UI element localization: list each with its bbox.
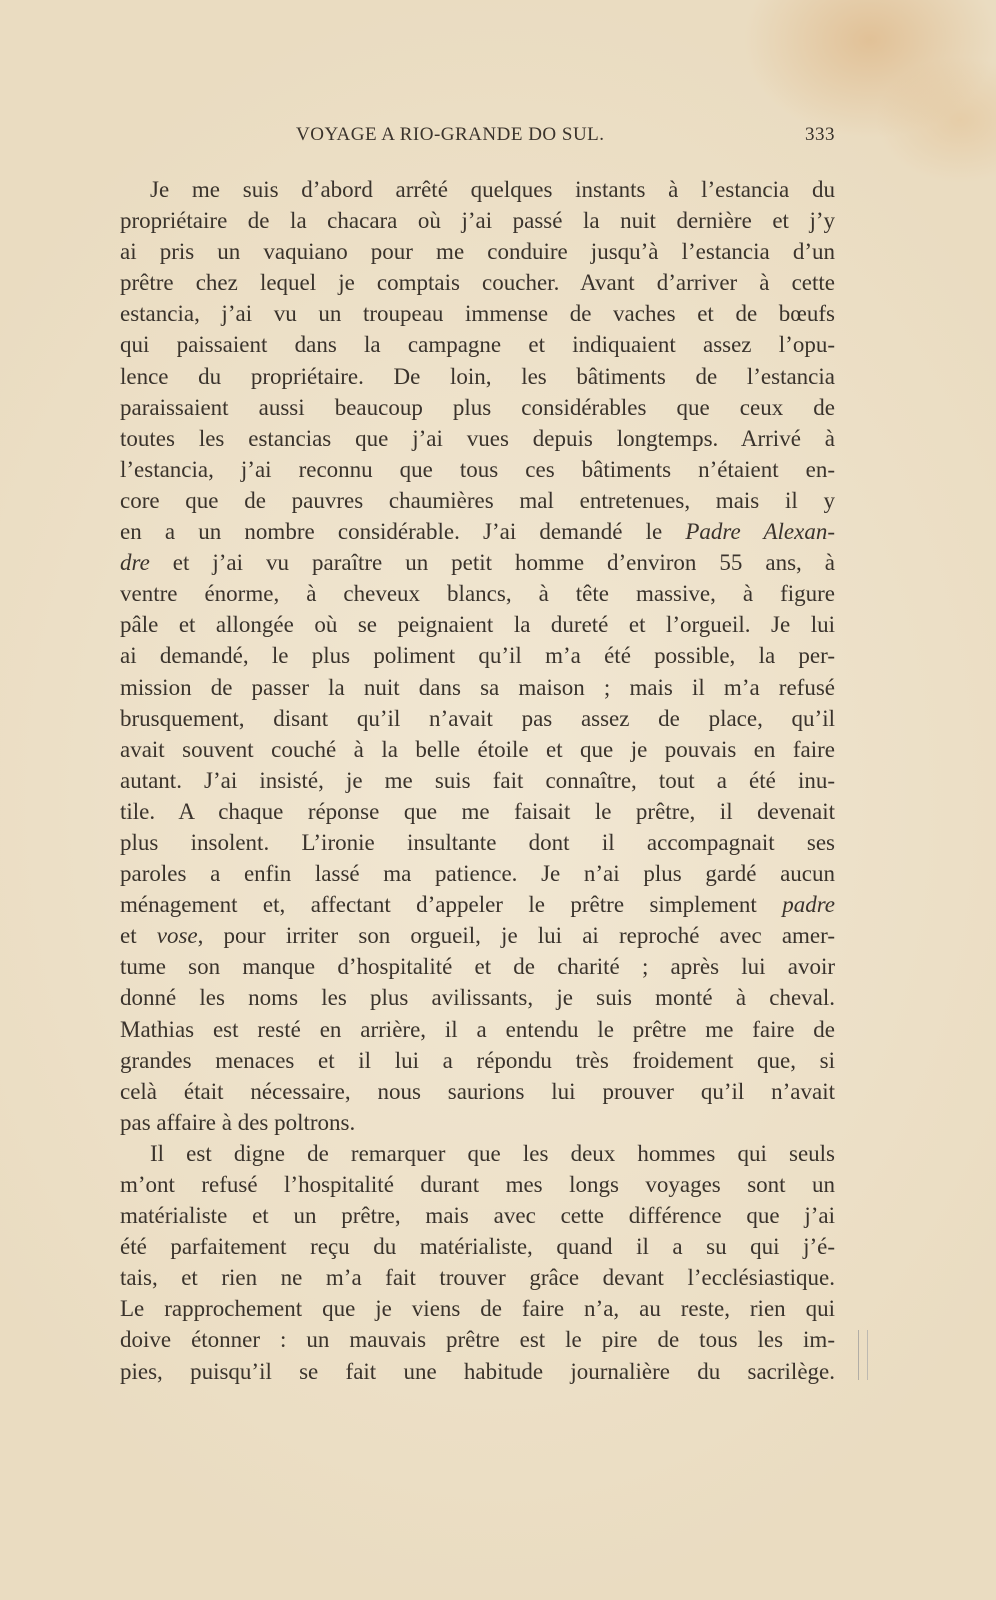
- text-segment: l’estancia, j’ai reconnu que tous ces bâtiments n’étaient en-: [120, 456, 835, 482]
- text-line: [120, 858, 835, 889]
- text-segment: ai pris un vaquiano pour me conduire jusqu’à l’estancia d’un: [120, 239, 835, 265]
- text-segment: ventre énorme, à cheveux blancs, à tête massive, à figure: [120, 581, 835, 607]
- text-line: [120, 174, 835, 205]
- text-segment: tume son manque d’hospitalité et de charité ; après lui avoir: [120, 954, 835, 980]
- text-line: [120, 454, 835, 485]
- text-segment: brusquement, disant qu’il n’avait pas assez de place, qu’il: [120, 705, 835, 731]
- text-line: [120, 889, 835, 920]
- text-segment: tais, et rien ne m’a fait trouver grâce devant l’ecclésiastique.: [120, 1265, 835, 1291]
- text-segment: autant. J’ai insisté, je me suis fait connaître, tout a été inu-: [120, 767, 835, 793]
- text-segment: grandes menaces et il lui a répondu très froidement que, si: [120, 1047, 835, 1073]
- text-segment: Il est digne de remarquer que les deux hommes qui seuls: [150, 1140, 835, 1166]
- text-segment: paraissaient aussi beaucoup plus considérables que ceux de: [120, 394, 835, 420]
- text-line: [120, 1014, 835, 1045]
- text-line: [120, 703, 835, 734]
- text-line: [120, 423, 835, 454]
- text-segment: ai demandé, le plus poliment qu’il m’a été possible, la per-: [120, 643, 835, 669]
- text-line: [120, 672, 835, 703]
- text-segment: Le rapprochement que je viens de faire n’a, au reste, rien qui: [120, 1296, 835, 1322]
- text-line: [120, 734, 835, 765]
- text-line: [120, 236, 835, 267]
- text-line: [120, 547, 835, 578]
- margin-mark: [858, 1330, 868, 1380]
- text-segment: core que de pauvres chaumières mal entretenues, mais il y: [120, 487, 835, 513]
- text-line: [120, 298, 835, 329]
- text-line: [120, 1262, 835, 1293]
- text-segment: pas affaire à des poltrons.: [120, 1109, 356, 1135]
- text-segment: prêtre chez lequel je comptais coucher. Avant d’arriver à cette: [120, 270, 835, 296]
- text-segment: Je me suis d’abord arrêté quelques instants à l’estancia du: [150, 177, 835, 202]
- text-segment: en a un nombre considérable. J’ai demandé le: [120, 519, 686, 545]
- text-line: [120, 827, 835, 858]
- text-segment: toutes les estancias que j’ai vues depuis longtemps. Arrivé à: [120, 425, 835, 451]
- text-segment: m’ont refusé l’hospitalité durant mes longs voyages sont un: [120, 1172, 835, 1197]
- italic-text: vose: [156, 923, 198, 949]
- text-segment: tile. A chaque réponse que me faisait le prêtre, il devenait: [120, 798, 835, 824]
- italic-text: dre: [120, 550, 150, 576]
- text-segment: Mathias est resté en arrière, il a entendu le prêtre me faire de: [120, 1016, 835, 1042]
- text-line: [120, 765, 835, 796]
- text-segment: ménagement et, affectant d’appeler le prêtre simplement: [120, 892, 783, 918]
- text-segment: avait souvent couché à la belle étoile et que je pouvais en faire: [120, 736, 835, 762]
- text-line: [120, 1045, 835, 1076]
- text-line: [120, 1293, 835, 1324]
- italic-text: Padre Alexan-: [685, 519, 835, 545]
- text-line: [120, 920, 835, 951]
- text-line: [120, 516, 835, 547]
- text-segment: pâle et allongée où se peignaient la dureté et l’orgueil. Je lui: [120, 612, 835, 638]
- text-line: [120, 485, 835, 516]
- text-line: [120, 796, 835, 827]
- text-line: [120, 1076, 835, 1107]
- text-line: [120, 609, 835, 640]
- text-line: [120, 1231, 835, 1262]
- text-segment: qui paissaient dans la campagne et indiquaient assez l’opu-: [120, 332, 835, 358]
- text-line: [120, 267, 835, 298]
- text-line: [120, 951, 835, 982]
- text-line: [120, 982, 835, 1013]
- text-line: [120, 578, 835, 609]
- text-line: [120, 1356, 835, 1387]
- text-line: [120, 1138, 835, 1169]
- text-line: [120, 1107, 835, 1138]
- page-number: 333: [805, 124, 835, 145]
- text-segment: et: [120, 923, 157, 949]
- text-line: [120, 1200, 835, 1231]
- text-line: [120, 392, 835, 423]
- text-segment: donné les noms les plus avilissants, je suis monté à cheval.: [120, 985, 835, 1011]
- text-segment: plus insolent. L’ironie insultante dont il accompagnait ses: [120, 829, 835, 855]
- text-line: [120, 640, 835, 671]
- text-line: [120, 1169, 835, 1200]
- text-line: [120, 361, 835, 392]
- italic-text: padre: [782, 892, 835, 918]
- text-segment: propriétaire de la chacara où j’ai passé la nuit dernière et j’y: [120, 208, 835, 234]
- body-text: [120, 174, 835, 1387]
- text-segment: celà était nécessaire, nous saurions lui prouver qu’il n’avait: [120, 1078, 835, 1104]
- running-header: [120, 124, 835, 154]
- running-title: VOYAGE A RIO-GRANDE DO SUL.: [296, 124, 605, 145]
- text-segment: et j’ai vu paraître un petit homme d’environ 55 ans, à: [149, 550, 835, 576]
- text-segment: matérialiste et un prêtre, mais avec cette différence que j’ai: [120, 1203, 835, 1229]
- text-segment: , pour irriter son orgueil, je lui ai reproché avec amer-: [197, 923, 835, 949]
- text-segment: paroles a enfin lassé ma patience. Je n’ai plus gardé aucun: [120, 861, 835, 887]
- text-segment: estancia, j’ai vu un troupeau immense de vaches et de bœufs: [120, 301, 835, 327]
- text-line: [120, 1324, 835, 1355]
- text-line: [120, 205, 835, 236]
- text-line: [120, 329, 835, 360]
- text-segment: été parfaitement reçu du matérialiste, quand il a su qui j’é-: [120, 1234, 835, 1260]
- text-segment: mission de passer la nuit dans sa maison ; mais il m’a refusé: [120, 674, 835, 700]
- text-segment: pies, puisqu’il se fait une habitude journalière du sacrilège.: [120, 1358, 835, 1384]
- text-segment: lence du propriétaire. De loin, les bâtiments de l’estancia: [120, 363, 835, 389]
- text-segment: doive étonner : un mauvais prêtre est le pire de tous les im-: [120, 1327, 835, 1353]
